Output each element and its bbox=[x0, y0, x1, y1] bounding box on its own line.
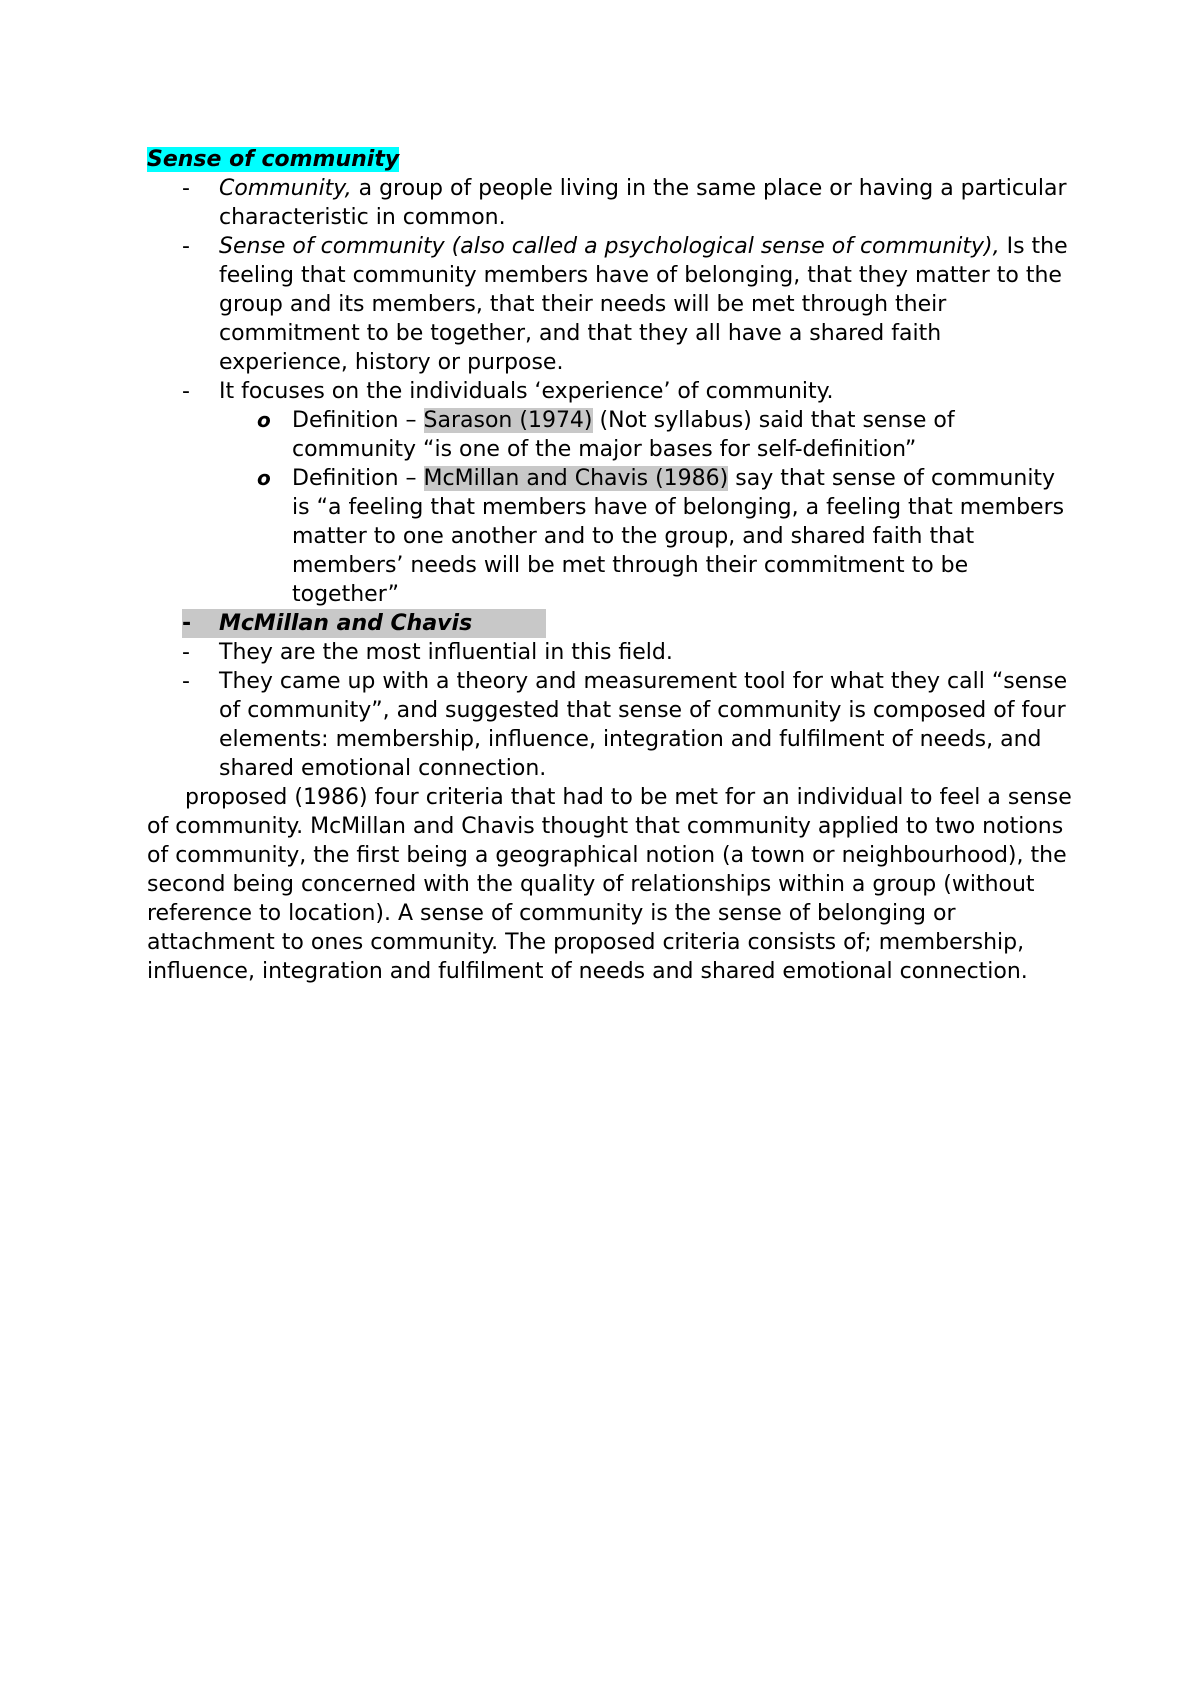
definition-source: McMillan and Chavis (1986) bbox=[423, 466, 729, 491]
definition-item bbox=[147, 464, 1077, 609]
list-item bbox=[147, 667, 1077, 783]
heading-line bbox=[147, 145, 1077, 174]
bullet-dash: - bbox=[182, 640, 190, 665]
definition-source: Sarason (1974) bbox=[423, 408, 593, 433]
list-item bbox=[147, 174, 1077, 232]
bullet-circle: o bbox=[257, 466, 271, 490]
definition-item bbox=[147, 406, 1077, 464]
definition-prefix: Definition – bbox=[292, 466, 424, 491]
item-text: Is the feeling that community members have of belonging, that they matter to the group and its members, that their needs will be met through their commitment to be together, and that they all have a shared faith experience, history or purpose. bbox=[219, 234, 1068, 375]
bullet-dash: - bbox=[182, 611, 192, 636]
term: Sense of community (also called a psychological sense of community), bbox=[219, 234, 1000, 259]
item-text: It focuses on the individuals ‘experience’ of community. bbox=[219, 379, 834, 404]
definition-prefix: Definition – bbox=[292, 408, 424, 433]
bullet-dash: - bbox=[182, 669, 190, 694]
document-page bbox=[147, 145, 1077, 986]
item-text: They are the most influential in this field. bbox=[219, 640, 673, 665]
bullet-dash: - bbox=[182, 234, 190, 259]
bullet-circle: o bbox=[257, 408, 271, 432]
item-text: a group of people living in the same place or having a particular characteristic in common. bbox=[219, 176, 1067, 230]
definition-text: say that sense of community is “a feeling that members have of belonging, a feeling that members matter to one another and to the group, and shared faith that members’ needs will be met through their commitment to be together” bbox=[292, 466, 1065, 607]
subheading-item bbox=[147, 609, 1077, 638]
term: Community, bbox=[219, 176, 352, 201]
list-item bbox=[147, 232, 1077, 377]
item-text: They came up with a theory and measurement tool for what they call “sense of community”, and suggested that sense of community is composed of four elements: membership, influence, integration and fulfilment of needs, and shared emotional connection. bbox=[219, 669, 1068, 781]
list-item bbox=[147, 638, 1077, 667]
section-heading: Sense of community bbox=[147, 147, 400, 172]
bullet-dash: - bbox=[182, 176, 190, 201]
body-paragraph: proposed (1986) four criteria that had to be met for an individual to feel a sense of community. McMillan and Chavis thought that community applied to two notions of community, the first being a geographical notion (a town or neighbourhood), the second being concerned with the quality of relationships within a group (without reference to location). A sense of community is the sense of belonging or attachment to ones community. The proposed criteria consists of; membership, influence, integration and fulfilment of needs and shared emotional connection. bbox=[147, 785, 1072, 984]
subheading: McMillan and Chavis bbox=[219, 611, 473, 636]
list-item bbox=[147, 377, 1077, 406]
definition-text: (Not syllabus) said that sense of community “is one of the major bases for self-definition” bbox=[292, 408, 955, 462]
bullet-dash: - bbox=[182, 379, 190, 404]
